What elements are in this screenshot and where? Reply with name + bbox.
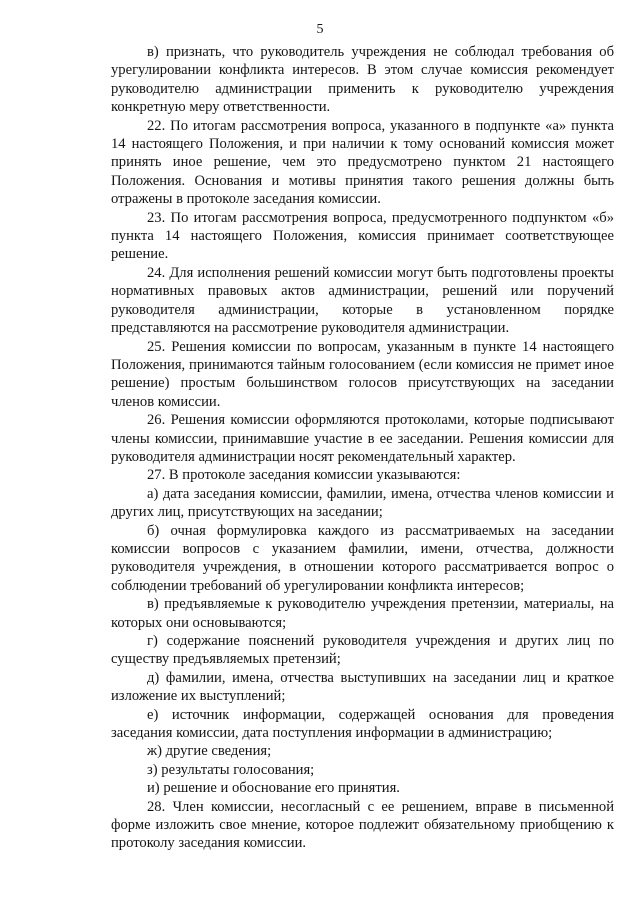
paragraph-28: 28. Член комиссии, несогласный с ее решением, вправе в письменной форме изложить свое мнение, которое подлежит обязательному приобщению к протоколу заседания комиссии. — [111, 798, 614, 852]
paragraph-27-b: б) очная формулировка каждого из рассматриваемых на заседании комиссии вопросов с указанием фамилии, имени, отчества, должности руководителя учреждения, в отношении которого рассматривается вопрос о соблюдении требований об урегулировании конфликта интересов; — [111, 522, 614, 594]
paragraph-27-i: и) решение и обоснование его принятия. — [147, 780, 400, 797]
paragraph-27-a: а) дата заседания комиссии, фамилии, имена, отчества членов комиссии и других лиц, присутствующих на заседании; — [111, 485, 614, 521]
paragraph-27-v: в) предъявляемые к руководителю учреждения претензии, материалы, на которых они основываются; — [111, 596, 614, 631]
paragraph-27: 27. В протоколе заседания комиссии указываются: — [147, 467, 461, 484]
paragraph-22: 22. По итогам рассмотрения вопроса, указанного в подпункте «а» пункта 14 настоящего Положения, и при наличии к тому оснований комиссия может принять иное решение, чем это предусмотрено пунктом 21 настоящего Положения. Основания и мотивы принятия такого решения должны быть отражены в протоколе заседания комиссии. — [111, 117, 614, 208]
paragraph-27-zh: ж) другие сведения; — [147, 743, 272, 760]
paragraph-27-z: з) результаты голосования; — [147, 761, 315, 778]
paragraph-25: 25. Решения комиссии по вопросам, указанным в пункте 14 настоящего Положения, принимаются тайным голосованием (если комиссия не примет иное решение) простым большинством голосов присутствующих на заседании членов комиссии. — [111, 338, 614, 410]
paragraph-26: 26. Решения комиссии оформляются протоколами, которые подписывают члены комиссии, принимавшие участие в ее заседании. Решения комиссии для руководителя администрации носят рекомендательный характер. — [111, 412, 614, 465]
paragraph-27-d: д) фамилии, имена, отчества выступивших на заседании лиц и краткое изложение их выступлений; — [111, 669, 614, 705]
paragraph-23: 23. По итогам рассмотрения вопроса, предусмотренного подпунктом «б» пункта 14 настоящего Положения, комиссия принимает соответствующее решение. — [111, 209, 614, 263]
document-body — [111, 43, 614, 853]
paragraph-21-v: в) признать, что руководитель учреждения не соблюдал требования об урегулировании конфликта интересов. В этом случае комиссия рекомендует руководителю администрации применить к руководителю учреждения конкретную меру ответственности. — [111, 44, 614, 116]
paragraph-27-g: г) содержание пояснений руководителя учреждения и других лиц по существу предъявляемых претензий; — [111, 633, 614, 668]
paragraph-27-e: е) источник информации, содержащей основания для проведения заседания комиссии, дата поступления информации в администрацию; — [111, 706, 614, 742]
page-number: 5 — [316, 22, 324, 37]
paragraph-24: 24. Для исполнения решений комиссии могут быть подготовлены проекты нормативных правовых актов администрации, решений или поручений руководителя администрации, которые в установленном порядке представляются на рассмотрение руководителя администрации. — [111, 264, 614, 337]
